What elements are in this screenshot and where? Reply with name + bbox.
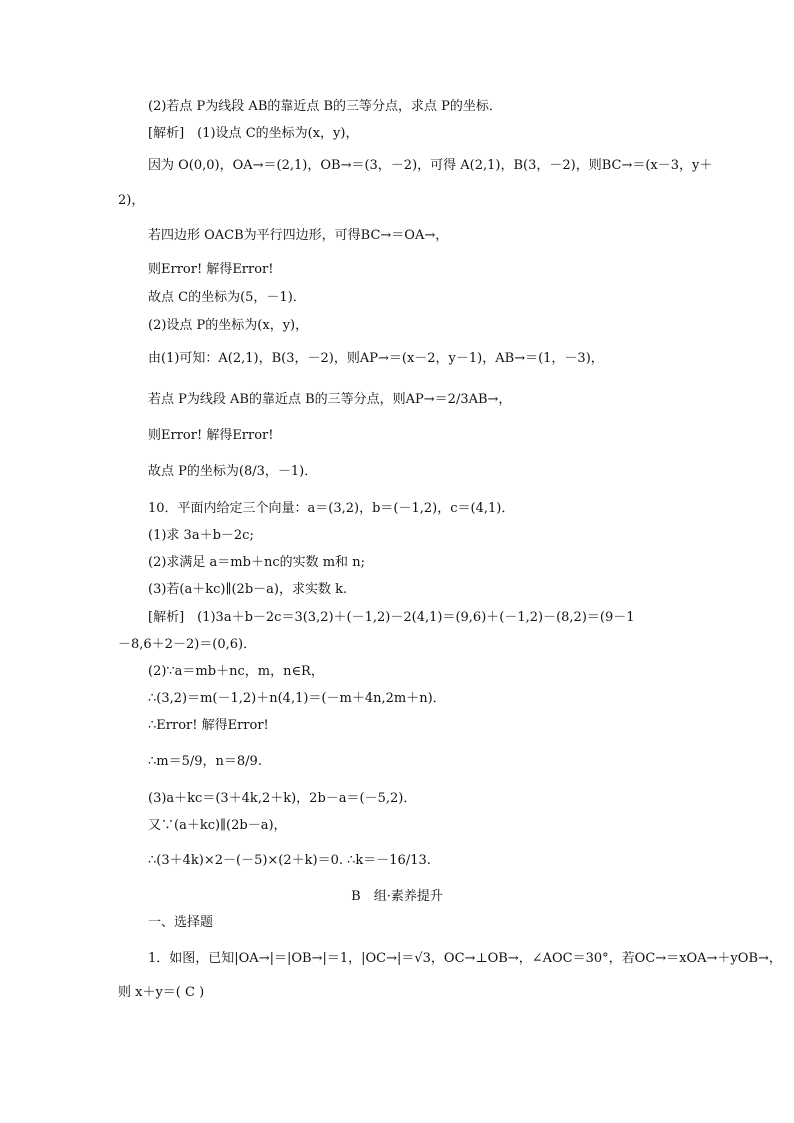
line-18: －8,6＋2－2)＝(0,6)．	[118, 637, 257, 652]
line-12: 故点 P的坐标为(8/3，－1)．	[148, 464, 318, 479]
line-22: ∴m＝5/9，n＝8/9.	[148, 754, 262, 769]
line-8: (2)设点 P的坐标为(x，y)，	[148, 318, 309, 333]
line-10: 若点 P为线段 AB的靠近点 B的三等分点，则AP→＝2/3AB→，	[148, 392, 512, 407]
line-14: (1)求 3a＋b－2c;	[148, 528, 254, 543]
line-7: 故点 C的坐标为(5，－1)．	[148, 290, 306, 305]
line-4: 2)，	[118, 193, 145, 208]
line-2: [解析] (1)设点 C的坐标为(x，y)，	[148, 126, 359, 141]
line-29: 则 x＋y＝( C )	[118, 985, 205, 1000]
line-28: 1．如图，已知|OA→|＝|OB→|＝1，|OC→|＝√3，OC→⊥OB→，∠AOC＝30°，若OC→＝xOA→＋yOB→，	[148, 951, 782, 966]
line-16: (3)若(a＋kc)∥(2b－a)，求实数 k.	[148, 582, 348, 597]
line-5: 若四边形 OACB为平行四边形，可得BC→＝OA→，	[148, 228, 449, 243]
line-1: (2)若点 P为线段 AB的靠近点 B的三等分点，求点 P的坐标．	[148, 99, 502, 114]
line-11: 则Error! 解得Error!	[148, 428, 274, 443]
line-6: 则Error! 解得Error!	[148, 262, 274, 277]
section-heading: B 组·素养提升	[351, 889, 443, 904]
line-23: (3)a＋kc＝(3＋4k,2＋k)，2b－a＝(－5,2)．	[148, 791, 417, 806]
line-24: 又∵(a＋kc)∥(2b－a)，	[148, 818, 287, 833]
line-25: ∴(3＋4k)×2－(－5)×(2＋k)＝0. ∴k＝－16/13.	[148, 853, 431, 868]
line-3: 因为 O(0,0)，OA→＝(2,1)，OB→＝(3，－2)，可得 A(2,1)，B(3，－2)，则BC→＝(x－3，y＋	[148, 158, 713, 173]
line-21: ∴Error! 解得Error!	[148, 718, 269, 733]
line-9: 由(1)可知：A(2,1)，B(3，－2)，则AP→＝(x－2，y－1)，AB→＝(1，－3)，	[148, 351, 604, 366]
line-20: ∴(3,2)＝m(－1,2)＋n(4,1)＝(－m＋4n,2m＋n)．	[148, 691, 446, 706]
line-15: (2)求满足 a＝mb＋nc的实数 m和 n;	[148, 555, 365, 570]
line-27: 一、选择题	[148, 915, 214, 930]
line-13: 10．平面内给定三个向量：a＝(3,2)，b＝(－1,2)，c＝(4,1)．	[148, 501, 515, 516]
line-19: (2)∵a＝mb＋nc，m，n∈R，	[148, 664, 324, 679]
line-17: [解析] (1)3a＋b－2c＝3(3,2)＋(－1,2)－2(4,1)＝(9,6)＋(－1,2)－(8,2)＝(9－1	[148, 610, 635, 625]
